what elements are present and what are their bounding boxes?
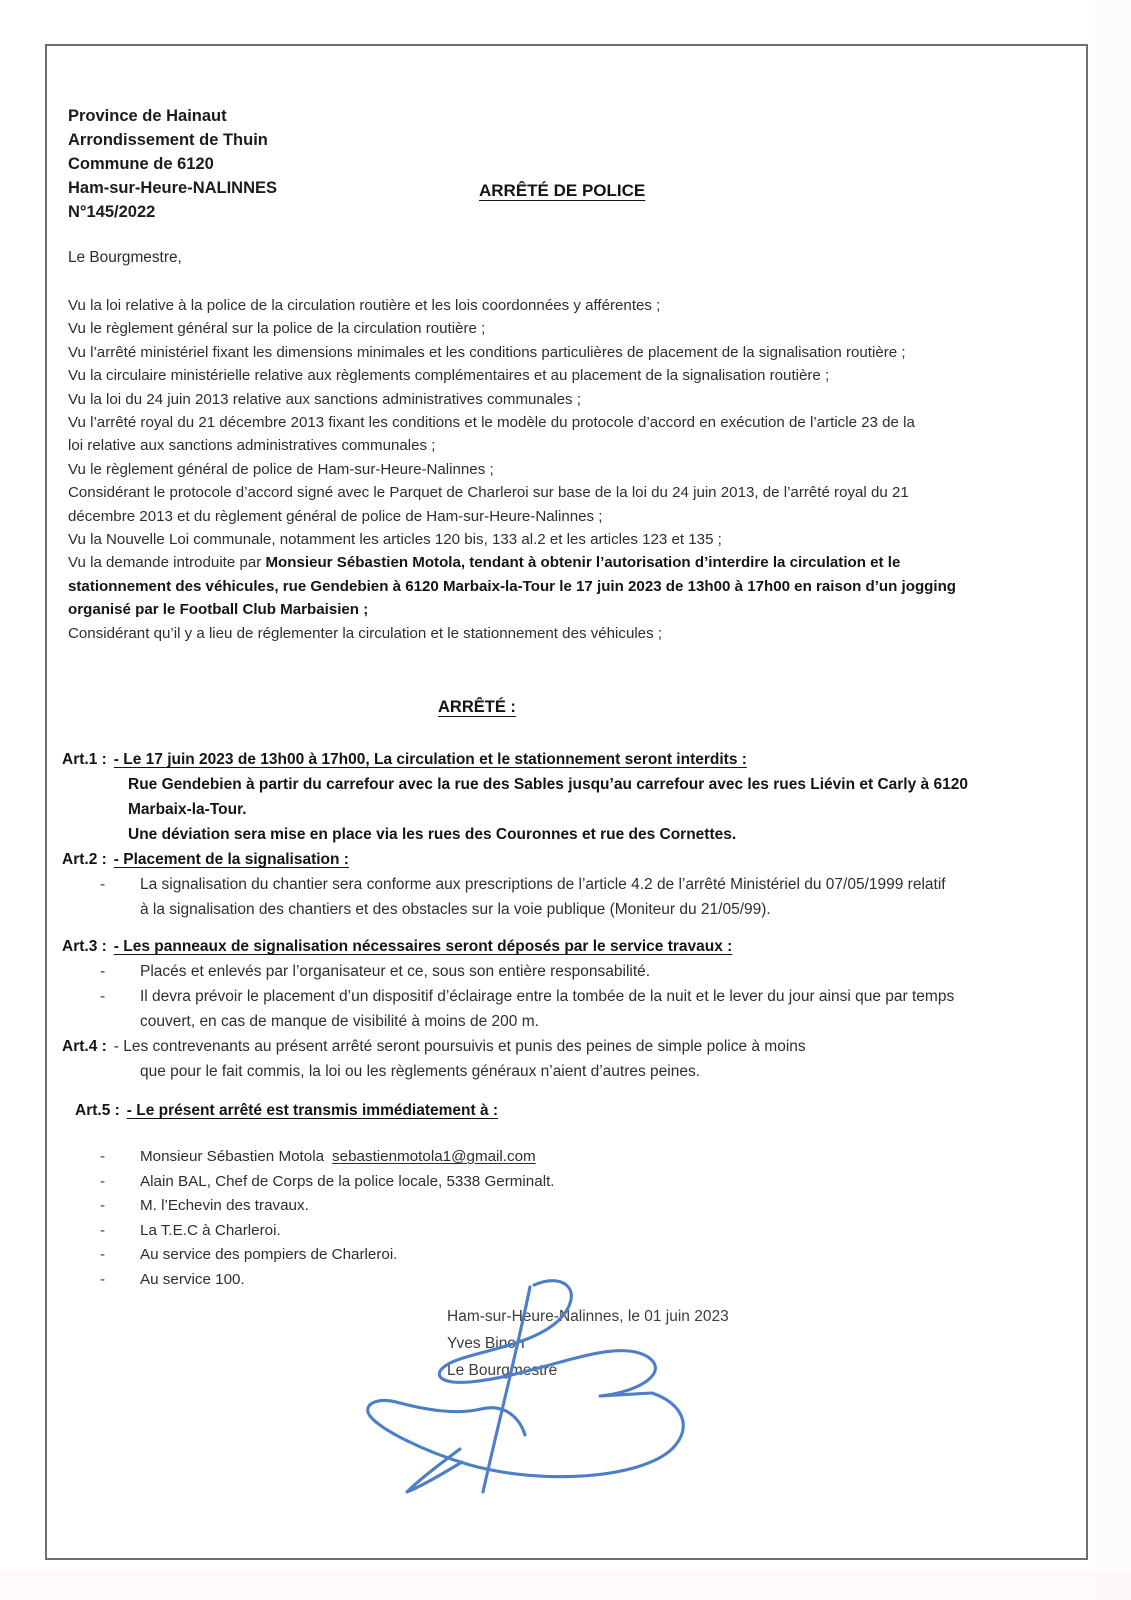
letterhead — [68, 104, 277, 224]
recipient-item — [62, 1170, 968, 1195]
letterhead-locality: Ham-sur-Heure-NALINNES — [68, 179, 278, 197]
arrete-section-heading: ARRÊTÉ : — [438, 698, 516, 716]
decree-number: N°145/2022 — [68, 203, 156, 221]
article-3-label: Art.3 : — [62, 938, 107, 955]
request-bold-part3: organisé par le Football Club Marbaisien ; — [68, 601, 369, 619]
letterhead-province: Province de Hainaut — [68, 107, 227, 125]
article-2-bullet-text: La signalisation du chantier sera conforme aux prescriptions de l’article 4.2 de l’arrêté Ministériel du 07/05/1999 relatif — [140, 876, 946, 893]
preamble — [68, 294, 956, 645]
preamble-line: Vu la circulaire ministérielle relative aux règlements complémentaires et au placement de la signalisation routière ; — [68, 367, 830, 385]
signature-name: Yves Binon — [447, 1335, 525, 1352]
recipient-item — [62, 1243, 968, 1268]
article-1-body-line: Une déviation sera mise en place via les rues des Couronnes et rue des Cornettes. — [128, 826, 737, 843]
dash-bullet: - — [100, 1197, 106, 1214]
article-1-body-line: Marbaix-la-Tour. — [128, 801, 247, 818]
recipient-text: La T.E.C à Charleroi. — [140, 1221, 281, 1239]
request-bold-part2: stationnement des véhicules, rue Gendebien à 6120 Marbaix-la-Tour le 17 juin 2023 de 13h00 à 17h00 en raison d’un jogging — [68, 577, 957, 595]
dash-bullet: - — [100, 1246, 106, 1263]
dash-bullet: - — [100, 1172, 106, 1190]
recipient-item — [62, 1268, 968, 1293]
recipient-email-link[interactable]: sebastienmotola1@gmail.com — [332, 1148, 536, 1165]
recipient-text: Au service 100. — [140, 1270, 245, 1288]
letterhead-arrondissement: Arrondissement de Thuin — [68, 131, 268, 149]
article-3-bullet-text: Il devra prévoir le placement d’un dispositif d’éclairage entre la tombée de la nuit et le lever du jour ainsi que par temps — [140, 988, 955, 1005]
recipient-text: Alain BAL, Chef de Corps de la police locale, 5338 Germinalt. — [140, 1172, 555, 1190]
article-5-heading: - Le présent arrêté est transmis immédiatement à : — [126, 1102, 499, 1119]
signature-block — [447, 1303, 729, 1384]
letterhead-commune: Commune de 6120 — [68, 155, 214, 173]
salutation: Le Bourgmestre, — [68, 249, 182, 266]
article-4-label: Art.4 : — [62, 1038, 107, 1055]
dash-bullet: - — [100, 963, 106, 980]
dash-bullet: - — [100, 1221, 106, 1239]
preamble-line: Vu la loi relative à la police de la circulation routière et les lois coordonnées y afférentes ; — [68, 297, 661, 314]
request-intro: Vu la demande introduite par — [68, 554, 266, 572]
preamble-line: Vu la Nouvelle Loi communale, notamment les articles 120 bis, 133 al.2 et les articles 123 et 135 ; — [68, 531, 722, 549]
preamble-line: Vu le règlement général sur la police de la circulation routière ; — [68, 320, 486, 338]
document-title: ARRÊTÉ DE POLICE — [479, 181, 646, 200]
request-bold-part1: Monsieur Sébastien Motola, tendant à obtenir l’autorisation d’interdire la circulation et le — [265, 554, 901, 572]
recipient-text: Au service des pompiers de Charleroi. — [140, 1246, 398, 1263]
article-4-text-cont: que pour le fait commis, la loi ou les règlements généraux n’aient d’autres peines. — [140, 1063, 701, 1080]
preamble-line: Vu le règlement général de police de Ham-sur-Heure-Nalinnes ; — [68, 460, 494, 478]
signature-place-date: Ham-sur-Heure-Nalinnes, le 01 juin 2023 — [447, 1308, 729, 1325]
article-4-row — [62, 1034, 968, 1059]
dash-bullet: - — [100, 1270, 106, 1288]
dash-bullet: - — [100, 1148, 106, 1165]
preamble-line: Considérant qu’il y a lieu de réglementer la circulation et le stationnement des véhicules ; — [68, 624, 663, 642]
article-2-label: Art.2 : — [62, 851, 107, 868]
scan-edge-artifact-bottom — [0, 1570, 1131, 1600]
article-1-body-line: Rue Gendebien à partir du carrefour avec la rue des Sables jusqu’au carrefour avec les rues Liévin et Carly à 6120 — [128, 776, 968, 793]
article-3-bullet-text-cont: couvert, en cas de manque de visibilité à moins de 200 m. — [140, 1013, 539, 1030]
article-5-heading-row — [62, 1098, 968, 1123]
recipient-item — [62, 1194, 968, 1219]
scan-edge-artifact-right — [1095, 0, 1131, 1600]
article-2-bullet — [62, 872, 968, 897]
article-1-heading-row — [62, 747, 968, 772]
recipient-item — [62, 1219, 968, 1244]
dash-bullet: - — [100, 876, 106, 893]
article-1-label: Art.1 : — [62, 751, 107, 768]
article-5-label: Art.5 : — [75, 1102, 120, 1119]
dash-bullet: - — [100, 988, 106, 1005]
signature-title: Le Bourgmestre — [447, 1362, 558, 1379]
recipient-name: Monsieur Sébastien Motola — [140, 1148, 325, 1165]
recipient-text: M. l’Echevin des travaux. — [140, 1197, 309, 1214]
preamble-line: loi relative aux sanctions administratives communales ; — [68, 437, 436, 455]
article-2-heading: - Placement de la signalisation : — [113, 851, 349, 868]
preamble-line: Considérant le protocole d’accord signé avec le Parquet de Charleroi sur base de la loi du 24 juin 2013, de l’arrêté royal du 21 — [68, 484, 909, 502]
article-2-heading-row — [62, 847, 968, 872]
recipients-list — [62, 1145, 968, 1292]
articles-section — [62, 747, 968, 1292]
article-3-heading-row — [62, 934, 968, 959]
article-3-bullet — [62, 959, 968, 984]
recipient-item — [62, 1145, 968, 1170]
article-3-bullet-text: Placés et enlevés par l’organisateur et ce, sous son entière responsabilité. — [140, 963, 651, 980]
article-3-heading: - Les panneaux de signalisation nécessaires seront déposés par le service travaux : — [113, 938, 733, 955]
article-3-bullet — [62, 984, 968, 1009]
article-2-bullet-text-cont: à la signalisation des chantiers et des obstacles sur la voie publique (Moniteur du 21/05/99). — [140, 901, 771, 918]
preamble-line: décembre 2013 et du règlement général de police de Ham-sur-Heure-Nalinnes ; — [68, 507, 603, 525]
preamble-line: Vu l’arrêté royal du 21 décembre 2013 fixant les conditions et le modèle du protocole d’accord en exécution de l’article 23 de la — [68, 414, 915, 432]
article-1-heading: - Le 17 juin 2023 de 13h00 à 17h00, La circulation et le stationnement seront interdits : — [113, 751, 747, 768]
article-4-text: - Les contrevenants au présent arrêté seront poursuivis et punis des peines de simple police à moins — [113, 1038, 806, 1055]
preamble-line: Vu l’arrêté ministériel fixant les dimensions minimales et les conditions particulières de placement de la signalisation routière ; — [68, 343, 906, 361]
preamble-line-request — [68, 551, 956, 574]
preamble-line: Vu la loi du 24 juin 2013 relative aux sanctions administratives communales ; — [68, 390, 581, 408]
